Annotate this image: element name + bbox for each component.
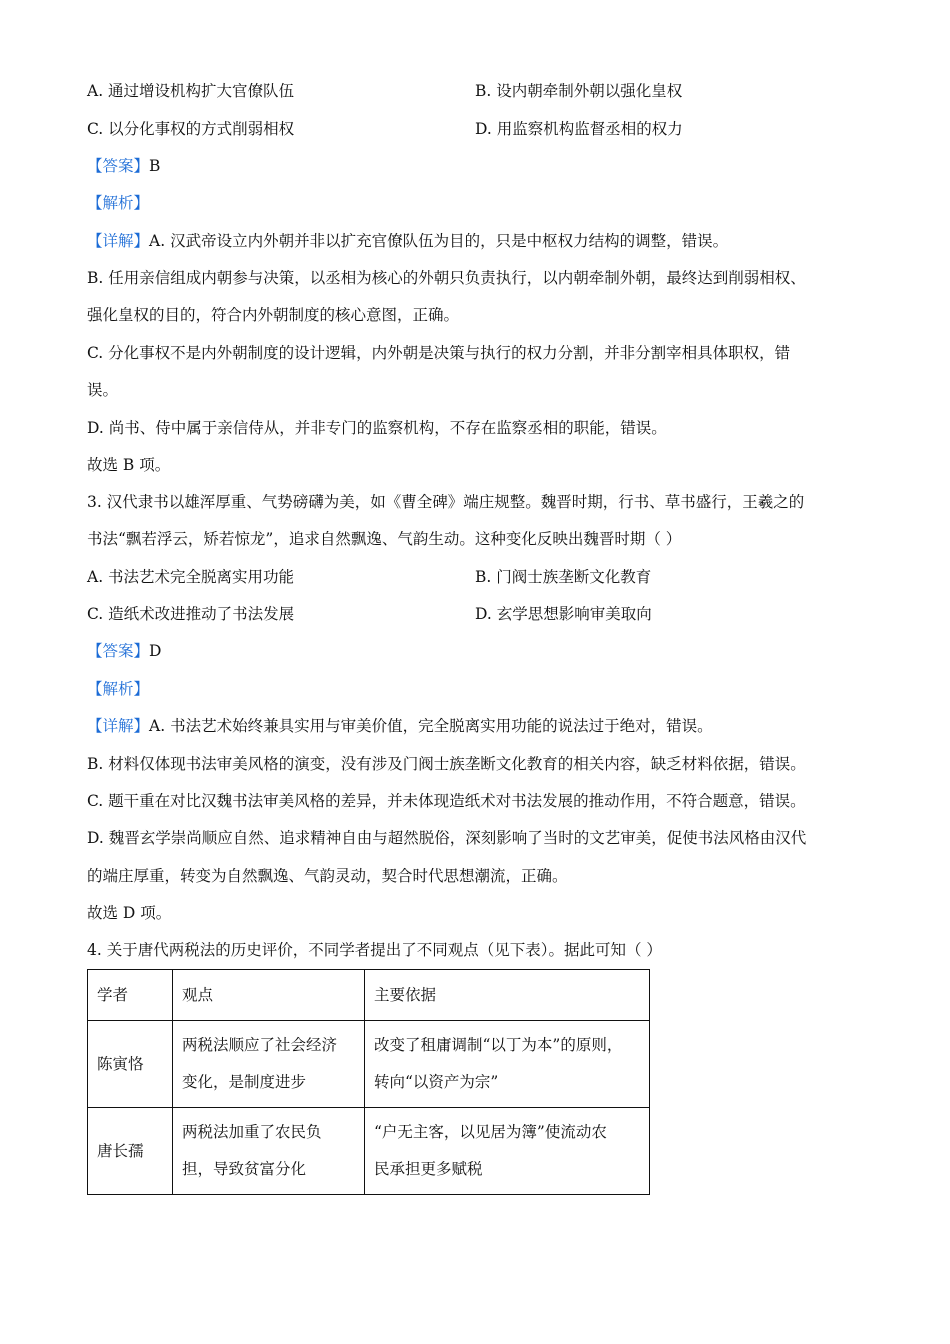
q3-option-a: A. 书法艺术完全脱离实用功能 — [87, 568, 295, 586]
answer-value: D — [149, 642, 162, 660]
q3-analysis-heading — [87, 679, 149, 699]
q3-option-c: C. 造纸术改进推动了书法发展 — [87, 605, 295, 623]
q3-detail-line: B. 材料仅体现书法审美风格的演变，没有涉及门阀士族垄断文化教育的相关内容，缺乏材料依据，错误。 — [87, 755, 806, 773]
q2-detail-line: 强化皇权的目的，符合内外朝制度的核心意图，正确。 — [87, 306, 460, 324]
q2-detail-line: 误。 — [87, 381, 119, 399]
answer-tag: 【答案】 — [87, 157, 150, 175]
q2-option-d: D. 用监察机构监督丞相的权力 — [475, 120, 683, 138]
cell-view — [173, 1108, 365, 1195]
cell-basis — [365, 1108, 650, 1195]
q3-answer — [87, 641, 161, 661]
detail-text: A. 汉武帝设立内外朝并非以扩充官僚队伍为目的，只是中枢权力结构的调整，错误。 — [149, 232, 729, 250]
detail-tag: 【详解】 — [87, 232, 150, 250]
q2-option-c: C. 以分化事权的方式削弱相权 — [87, 120, 295, 138]
cell-line: 转向“以资产为宗” — [374, 1073, 499, 1091]
q2-option-b: B. 设内朝牵制外朝以强化皇权 — [475, 82, 683, 100]
q3-detail-line: C. 题干重在对比汉魏书法审美风格的差异，并未体现造纸术对书法发展的推动作用，不符合题意，错误。 — [87, 792, 806, 810]
q2-detail-line: B. 任用亲信组成内朝参与决策，以丞相为核心的外朝只负责执行，以内朝牵制外朝，最终达到削弱相权、 — [87, 269, 806, 287]
cell-line: 两税法加重了农民负 — [182, 1123, 322, 1141]
q3-option-d: D. 玄学思想影响审美取向 — [475, 605, 652, 623]
analysis-tag: 【解析】 — [87, 194, 150, 212]
cell-scholar: 唐长孺 — [88, 1108, 173, 1195]
table-row — [88, 1021, 650, 1108]
cell-line: 民承担更多赋税 — [374, 1160, 483, 1178]
cell-basis — [365, 1021, 650, 1108]
cell-view — [173, 1021, 365, 1108]
header-view: 观点 — [173, 970, 365, 1021]
q3-detail-line — [87, 716, 713, 736]
q3-stem-line: 书法“飘若浮云，矫若惊龙”，追求自然飘逸、气韵生动。这种变化反映出魏晋时期（ ） — [87, 530, 682, 548]
cell-line: 改变了租庸调制“以丁为本”的原则， — [374, 1036, 623, 1054]
q2-analysis-heading — [87, 193, 149, 213]
header-basis: 主要依据 — [365, 970, 650, 1021]
answer-value: B — [149, 157, 161, 175]
q4-stem: 4. 关于唐代两税法的历史评价，不同学者提出了不同观点（见下表）。据此可知（ ） — [87, 941, 662, 959]
header-scholar: 学者 — [88, 970, 173, 1021]
detail-tag: 【详解】 — [87, 717, 150, 735]
cell-line: 变化，是制度进步 — [182, 1073, 307, 1091]
cell-line: 两税法顺应了社会经济 — [182, 1036, 338, 1054]
q3-detail-line: D. 魏晋玄学崇尚顺应自然、追求精神自由与超然脱俗，深刻影响了当时的文艺审美，促使书法风格由汉代 — [87, 829, 807, 847]
cell-scholar: 陈寅恪 — [88, 1021, 173, 1108]
cell-line: 担，导致贫富分化 — [182, 1160, 307, 1178]
q2-detail-line: D. 尚书、侍中属于亲信侍从，并非专门的监察机构，不存在监察丞相的职能，错误。 — [87, 419, 667, 437]
q3-option-b: B. 门阀士族垄断文化教育 — [475, 568, 652, 586]
q2-answer — [87, 156, 160, 176]
cell-line: “户无主客，以见居为簿”使流动农 — [374, 1123, 607, 1141]
table-row — [88, 1108, 650, 1195]
q2-detail-line — [87, 231, 728, 251]
answer-tag: 【答案】 — [87, 642, 150, 660]
q2-conclusion: 故选 B 项。 — [87, 456, 171, 474]
scholar-opinion-table — [87, 969, 650, 1195]
detail-text: A. 书法艺术始终兼具实用与审美价值，完全脱离实用功能的说法过于绝对，错误。 — [149, 717, 713, 735]
q2-detail-line: C. 分化事权不是内外朝制度的设计逻辑，内外朝是决策与执行的权力分割，并非分割宰相具体职权，错 — [87, 344, 791, 362]
q2-option-a: A. 通过增设机构扩大官僚队伍 — [87, 82, 295, 100]
analysis-tag: 【解析】 — [87, 680, 150, 698]
q3-detail-line: 的端庄厚重，转变为自然飘逸、气韵灵动，契合时代思想潮流，正确。 — [87, 867, 568, 885]
q3-stem-line: 3. 汉代隶书以雄浑厚重、气势磅礴为美，如《曹全碑》端庄规整。魏晋时期，行书、草书盛行，王羲之的 — [87, 493, 805, 511]
table-header-row — [88, 970, 650, 1021]
q3-conclusion: 故选 D 项。 — [87, 904, 172, 922]
